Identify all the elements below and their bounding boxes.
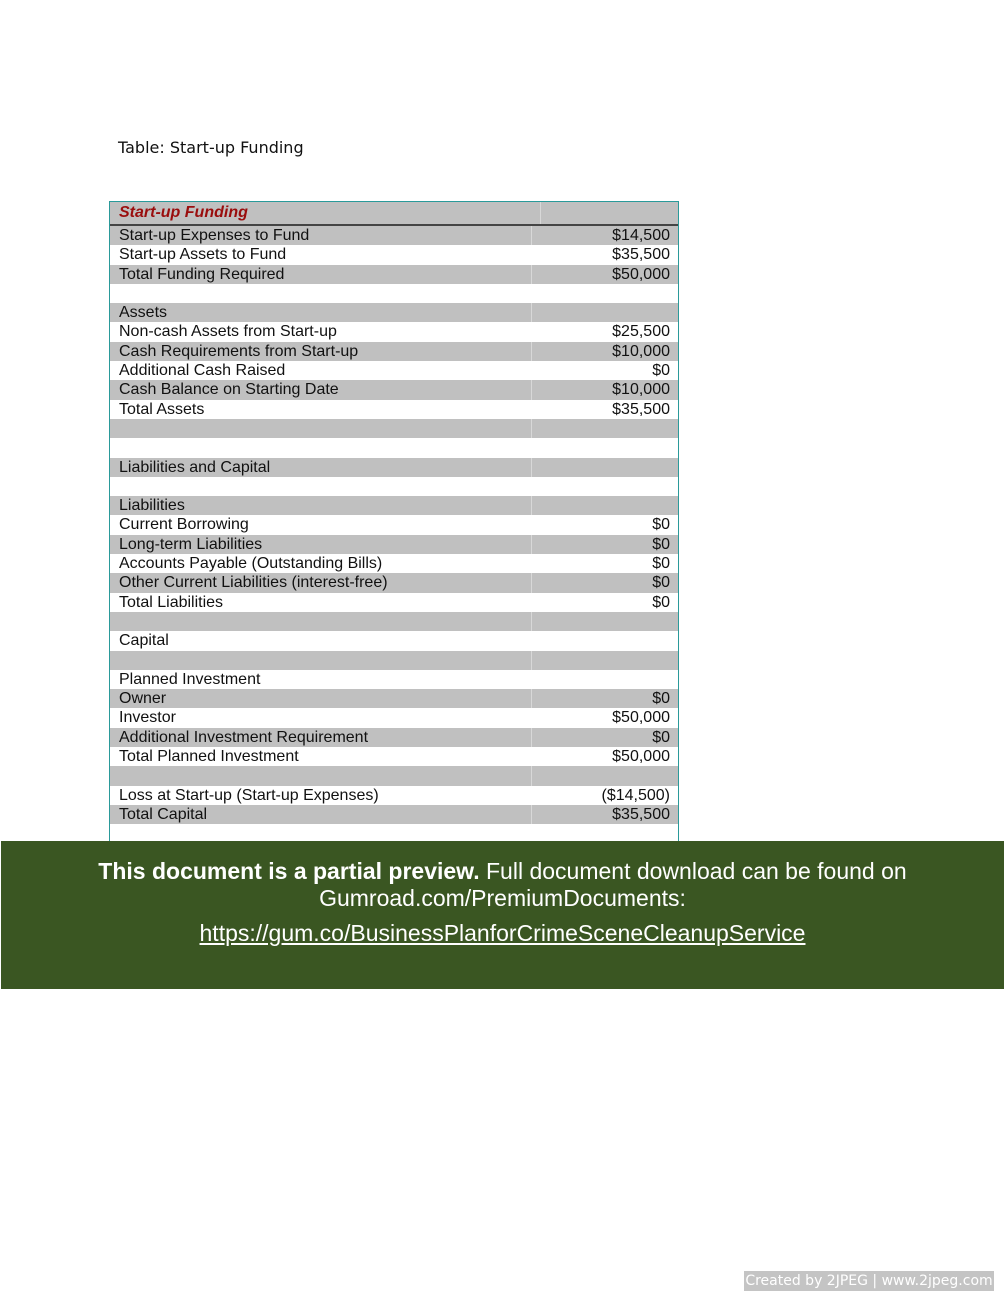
row-value: $10,000 [531,380,678,399]
table-row [110,593,678,612]
row-label: Non-cash Assets from Start-up [119,323,337,341]
row-value [531,631,678,650]
table-row [110,766,678,785]
row-label: Long-term Liabilities [119,535,263,553]
table-row [110,573,678,592]
table-row [110,458,678,477]
row-value: $35,500 [612,246,670,264]
banner-text [1,858,1004,912]
row-value [531,670,678,689]
row-label [110,766,531,785]
watermark: Created by 2JPEG | www.2jpeg.com [745,1273,993,1289]
row-value: $14,500 [531,226,678,245]
row-value: $0 [531,689,678,708]
table-row [110,226,678,245]
row-label [110,419,531,438]
row-label: Total Funding Required [119,265,285,283]
table-row [110,651,678,670]
table-row [110,303,678,322]
startup-funding-table [109,201,679,861]
row-label: Owner [119,690,167,708]
row-value [531,284,678,303]
row-value: $50,000 [531,265,678,284]
row-value: $0 [652,362,670,380]
table-row [110,419,678,438]
table-row [110,284,678,303]
download-link[interactable]: https://gum.co/BusinessPlanforCrimeSceneCleanupService [199,920,806,946]
table-row [110,380,678,399]
row-label: Start-up Expenses to Fund [119,227,310,244]
row-label: Current Borrowing [119,516,249,534]
table-row [110,554,678,573]
row-value: $50,000 [612,748,670,766]
row-label: Cash Requirements from Start-up [119,342,359,360]
table-row [110,708,678,727]
table-row [110,245,678,264]
row-label: Total Liabilities [119,593,224,611]
row-label [110,284,531,303]
row-value: $0 [652,555,670,573]
row-value: $0 [652,516,670,534]
row-label: Liabilities and Capital [119,458,271,476]
row-label: Total Assets [119,400,205,418]
row-value [531,438,678,457]
table-row [110,265,678,284]
row-label: Total Capital [119,805,208,823]
row-value: $25,500 [612,323,670,341]
row-value: $0 [531,535,678,554]
row-label [110,438,531,457]
row-label: Assets [119,304,168,322]
row-label: Additional Cash Raised [119,362,286,380]
row-value: $10,000 [531,342,678,361]
table-row [110,400,678,419]
row-value [531,477,678,496]
row-label: Start-up Assets to Fund [119,246,287,264]
table-row [110,515,678,534]
table-row [110,670,678,689]
table-row [110,438,678,457]
row-value [531,766,678,785]
row-value [531,612,678,631]
row-label: Additional Investment Requirement [119,728,369,746]
row-value [531,419,678,438]
row-label: Cash Balance on Starting Date [119,381,339,399]
table-row [110,477,678,496]
row-label: Capital [119,632,169,650]
preview-banner [1,841,1004,989]
row-label: Liabilities [119,497,185,515]
table-row [110,496,678,515]
row-label: Planned Investment [119,670,261,688]
table-row [110,786,678,805]
row-label: Total Planned Investment [119,748,299,766]
table-caption: Table: Start-up Funding [118,138,304,157]
table-row [110,805,678,824]
row-label: Other Current Liabilities (interest-free) [119,574,388,592]
banner-body-text: Full document download can be found on Gumroad.com/PremiumDocuments: [319,858,907,911]
row-value [531,303,678,322]
row-value: $35,500 [531,805,678,824]
row-value: $50,000 [612,709,670,727]
banner-bold-text: This document is a partial preview. [98,858,480,884]
table-row [110,631,678,650]
table-row [110,612,678,631]
table-row [110,728,678,747]
row-label: Accounts Payable (Outstanding Bills) [119,555,383,573]
row-label [110,477,531,496]
row-value [531,651,678,670]
row-value: $35,500 [612,400,670,418]
table-header [110,202,678,226]
table-row [110,747,678,766]
row-label [110,612,531,631]
table-row [110,535,678,554]
table-row [110,361,678,380]
row-value: $0 [652,593,670,611]
table-row [110,342,678,361]
row-label: Investor [119,709,176,727]
row-value: $0 [531,573,678,592]
row-value: $0 [531,728,678,747]
table-row [110,689,678,708]
table-title: Start-up Funding [119,204,248,221]
row-value: ($14,500) [601,786,670,804]
row-label: Loss at Start-up (Start-up Expenses) [119,786,379,804]
table-row [110,322,678,341]
row-value [531,496,678,515]
row-value [531,458,678,477]
row-label [110,651,531,670]
